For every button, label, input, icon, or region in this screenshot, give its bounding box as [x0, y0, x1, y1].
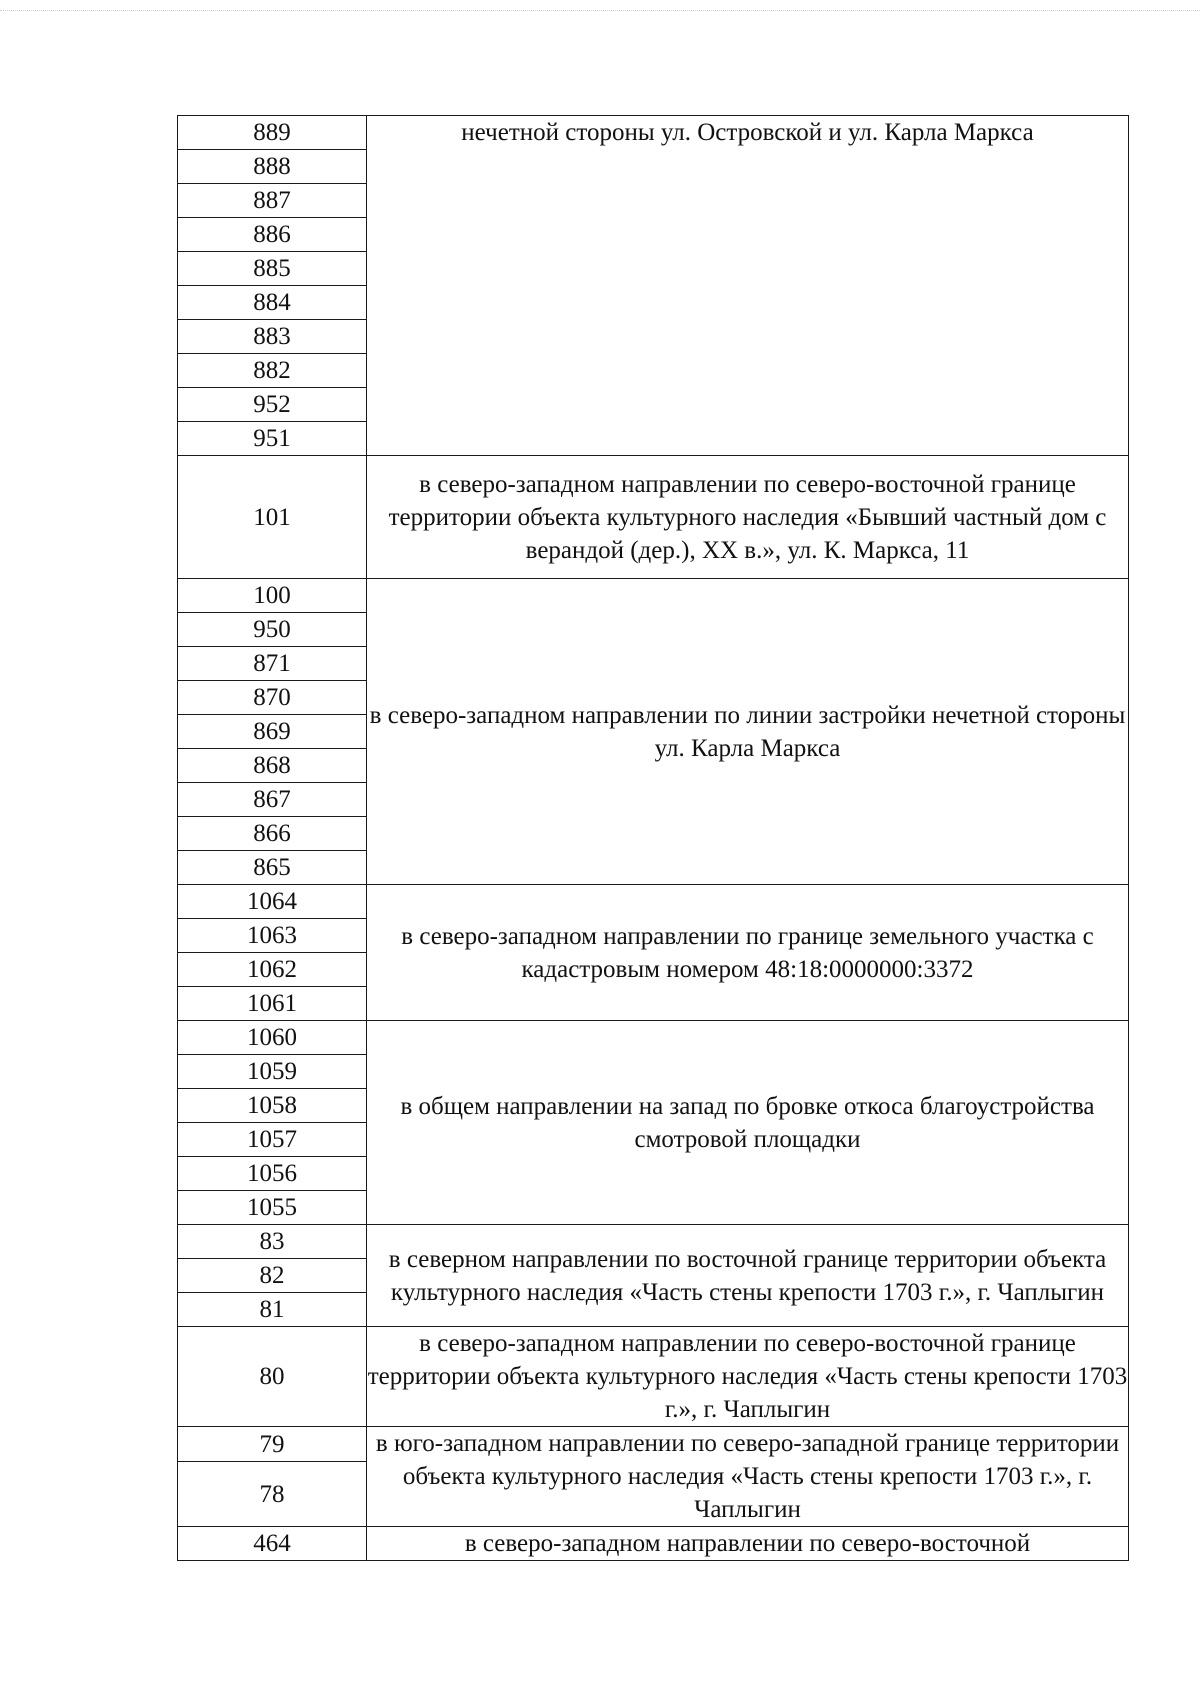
- point-number-cell: 868: [178, 749, 367, 783]
- point-number-cell: 883: [178, 320, 367, 354]
- point-number-cell: 1055: [178, 1191, 367, 1225]
- table-row: [178, 579, 1129, 613]
- point-number-cell: 885: [178, 252, 367, 286]
- point-number-cell: 870: [178, 681, 367, 715]
- boundary-points-table: [177, 115, 1129, 1561]
- direction-description-cell: в северо-западном направлении по границе земельного участка с кадастровым номером 48:18:0000000:3372: [367, 885, 1129, 1021]
- point-number-cell: 80: [178, 1327, 367, 1427]
- point-number-cell: 866: [178, 817, 367, 851]
- point-number-cell: 1064: [178, 885, 367, 919]
- point-number-cell: 951: [178, 422, 367, 456]
- table-row: [178, 1225, 1129, 1259]
- point-number-cell: 1061: [178, 987, 367, 1021]
- direction-description-cell: в северо-западном направлении по северо-восточной границе территории объекта культурного наследия «Часть стены крепости 1703 г.», г. Чаплыгин: [367, 1327, 1129, 1427]
- table-row: [178, 1327, 1129, 1427]
- point-number-cell: 952: [178, 388, 367, 422]
- point-number-cell: 888: [178, 150, 367, 184]
- point-number-cell: 79: [178, 1427, 367, 1462]
- point-number-cell: 1062: [178, 953, 367, 987]
- point-number-cell: 950: [178, 613, 367, 647]
- table-row: [178, 1021, 1129, 1055]
- point-number-cell: 886: [178, 218, 367, 252]
- page-top-edge: [0, 10, 1200, 11]
- direction-description-cell: в северо-западном направлении по северо-восточной: [367, 1527, 1129, 1561]
- point-number-cell: 865: [178, 851, 367, 885]
- point-number-cell: 82: [178, 1259, 367, 1293]
- point-number-cell: 882: [178, 354, 367, 388]
- point-number-cell: 78: [178, 1462, 367, 1527]
- point-number-cell: 1058: [178, 1089, 367, 1123]
- point-number-cell: 81: [178, 1293, 367, 1327]
- point-number-cell: 1056: [178, 1157, 367, 1191]
- table-body: [178, 116, 1129, 1561]
- direction-description-cell: в общем направлении на запад по бровке откоса благоустройства смотровой площадки: [367, 1021, 1129, 1225]
- direction-description-cell: в северном направлении по восточной границе территории объекта культурного наследия «Часть стены крепости 1703 г.», г. Чаплыгин: [367, 1225, 1129, 1327]
- table-row: [178, 1527, 1129, 1561]
- direction-description-cell: в северо-западном направлении по северо-восточной границе территории объекта культурного наследия «Бывший частный дом с верандой (дер.), XX в.», ул. К. Маркса, 11: [367, 456, 1129, 579]
- point-number-cell: 83: [178, 1225, 367, 1259]
- point-number-cell: 1063: [178, 919, 367, 953]
- point-number-cell: 101: [178, 456, 367, 579]
- point-number-cell: 464: [178, 1527, 367, 1561]
- table-row: [178, 456, 1129, 579]
- point-number-cell: 869: [178, 715, 367, 749]
- point-number-cell: 1057: [178, 1123, 367, 1157]
- point-number-cell: 1059: [178, 1055, 367, 1089]
- point-number-cell: 889: [178, 116, 367, 150]
- direction-description-cell: нечетной стороны ул. Островской и ул. Карла Маркса: [367, 116, 1129, 456]
- direction-description-cell: в северо-западном направлении по линии застройки нечетной стороны ул. Карла Маркса: [367, 579, 1129, 885]
- point-number-cell: 887: [178, 184, 367, 218]
- point-number-cell: 867: [178, 783, 367, 817]
- table-row: [178, 1427, 1129, 1462]
- direction-description-cell: в юго-западном направлении по северо-западной границе территории объекта культурного наследия «Часть стены крепости 1703 г.», г. Чаплыгин: [367, 1427, 1129, 1527]
- point-number-cell: 884: [178, 286, 367, 320]
- point-number-cell: 1060: [178, 1021, 367, 1055]
- table-row: [178, 885, 1129, 919]
- table-row: [178, 116, 1129, 150]
- point-number-cell: 100: [178, 579, 367, 613]
- point-number-cell: 871: [178, 647, 367, 681]
